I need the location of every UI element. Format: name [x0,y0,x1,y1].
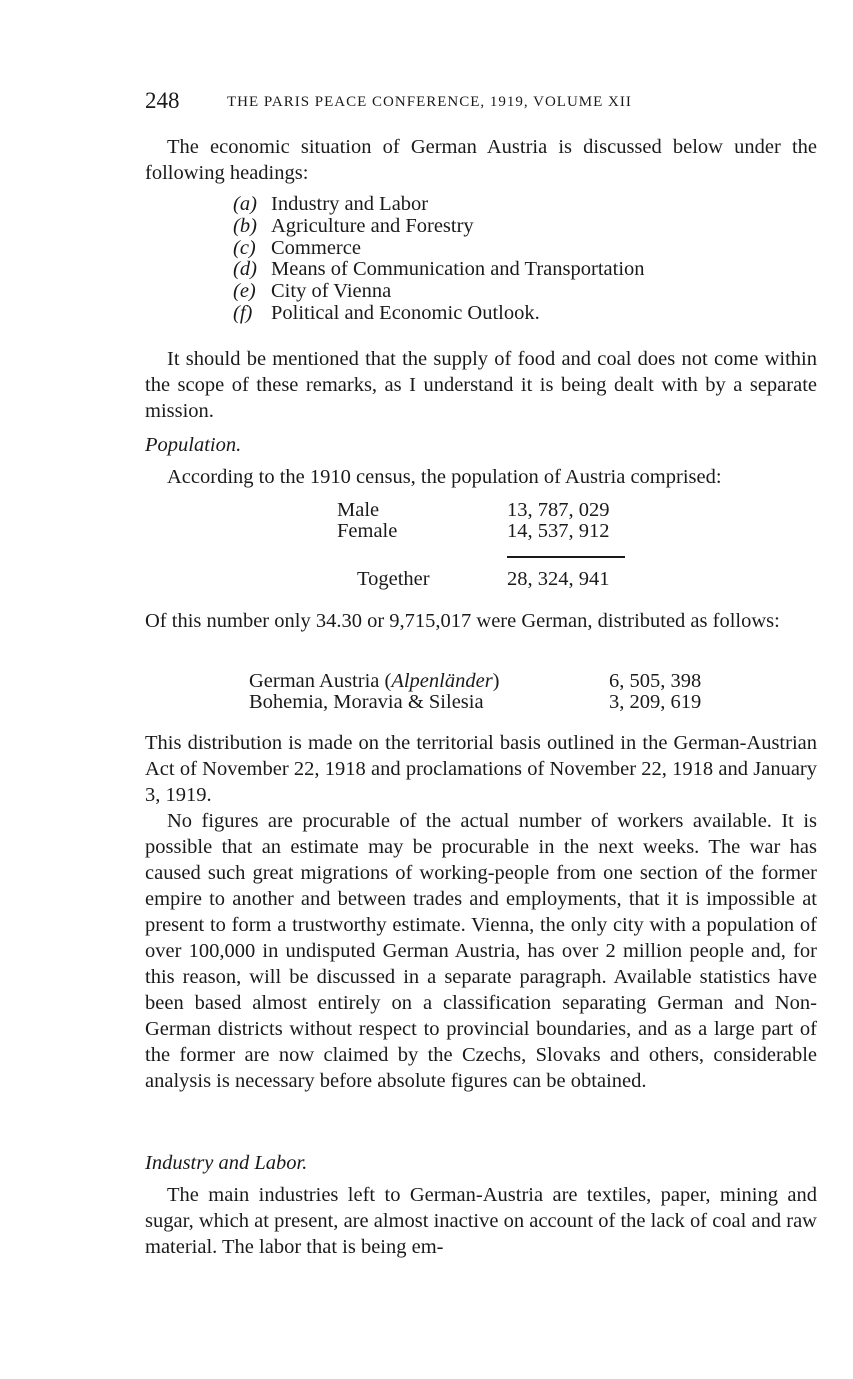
total-rule [507,556,625,558]
census-label-female: Female [337,520,398,542]
population-heading: Population. [145,434,242,456]
headings-list [233,194,645,325]
census-intro: According to the 1910 census, the population of Austria comprised: [167,466,722,488]
page-header [145,88,817,118]
census-value-total: 28, 324, 941 [507,568,610,590]
list-item: (c) Commerce [233,236,361,259]
census-label-male: Male [337,499,380,521]
list-item: (d) Means of Communication and Transportation [233,258,645,281]
figures-paragraph: No figures are procurable of the actual number of workers available. It is possible that an estimate may be procurable in the next weeks. The war has caused such great migrations of working-people from one section of the former empire to another and between trades and employments, that it is impossible at present to form a trustworthy estimate. Vienna, the only city with a population of over 100,000 in undisputed German Austria, has over 2 million people and, for this reason, will be discussed in a separate paragraph. Available statistics have been based almost entirely on a classification separating German and Non-German districts without respect to provincial boundaries, and as a large part of the former are now claimed by the Czechs, Slovaks and others, considerable analysis is necessary before absolute figures can be obtained. [145,810,817,1092]
list-item: (a) Industry and Labor [233,193,429,215]
distribution-label-bohemia: Bohemia, Moravia & Silesia [249,691,484,713]
scope-paragraph: It should be mentioned that the supply of food and coal does not come within the scope of these remarks, as I understand it is being dealt with by a separate mission. [145,348,817,422]
basis-paragraph: This distribution is made on the territorial basis outlined in the German-Austrian Act of November 22, 1918 and proclamations of November 22, 1918 and January 3, 1919. [145,732,817,806]
industry-heading: Industry and Labor. [145,1152,308,1174]
distribution-value-alpen: 6, 505, 398 [609,670,702,692]
german-intro: Of this number only 34.30 or 9,715,017 were German, distributed as follows: [145,610,780,632]
census-value-female: 14, 537, 912 [507,520,610,542]
distribution-label-alpen: German Austria (Alpenländer) [249,670,500,692]
running-title: THE PARIS PEACE CONFERENCE, 1919, VOLUME XII [227,94,632,110]
industry-paragraph: The main industries left to German-Austria are textiles, paper, mining and sugar, which at present, are almost inactive on account of the lack of coal and raw material. The labor that is being em- [145,1184,817,1258]
census-value-male: 13, 787, 029 [507,499,610,521]
census-label-total: Together [357,568,430,590]
list-item: (e) City of Vienna [233,280,392,303]
page-number: 248 [145,88,180,113]
distribution-value-bohemia: 3, 209, 619 [609,691,702,713]
intro-paragraph: The economic situation of German Austria is discussed below under the following headings: [145,136,817,184]
list-item: (f) Political and Economic Outlook. [233,301,540,324]
list-item: (b) Agriculture and Forestry [233,214,474,237]
